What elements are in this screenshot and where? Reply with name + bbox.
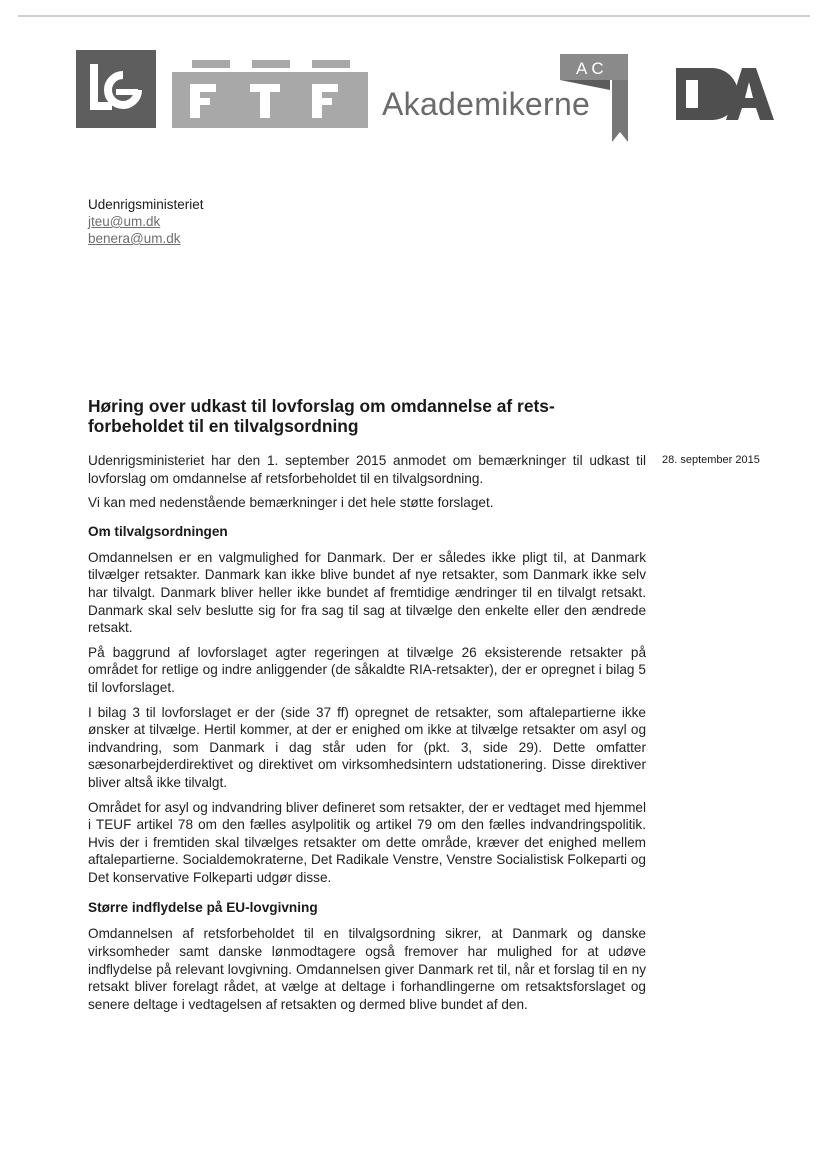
paragraph: Omdannelsen af retsforbeholdet til en tilvalgsordning sikrer, at Danmark og danske virksomheder samt danske lønmodtagere også fremover har mulighed for at udøve indflydelse på relevant lovgivning. Omdannelsen giver Danmark ret til, når et forslag til en ny retsakt bliver forelagt rådet, at vælge at deltage i forhandlingerne om retsaktsforslaget og senere deltage i vedtagelsen af retsakten og dermed blive bundet af den. (88, 926, 646, 1012)
intro-paragraph: Udenrigsministeriet har den 1. september 2015 anmodet om bemærkninger til udkast til lovforslag om omdannelse af retsforbeholdet til en tilvalgsordning. (88, 453, 646, 486)
section-heading-indflydelse: Større indflydelse på EU-lovgivning (88, 900, 318, 916)
akademikerne-wordmark: Akademikerne (382, 86, 591, 122)
section-heading-tilvalg: Om tilvalgsordningen (88, 523, 228, 539)
document-body (88, 452, 646, 1020)
da-logo (668, 62, 778, 126)
addressee-block (88, 196, 204, 247)
ac-label: AC (576, 59, 608, 78)
support-statement: Vi kan med nedenstående bemærkninger i det hele støtte forslaget. (88, 495, 494, 511)
document-title: Høring over udkast til lovforslag om omdannelse af rets-forbeholdet til en tilvalgsordning (88, 396, 555, 436)
document-date: 28. september 2015 (662, 454, 760, 466)
ac-ribbon-logo (554, 50, 650, 144)
email-link-jteu[interactable]: jteu@um.dk (88, 214, 161, 229)
lo-logo (76, 50, 156, 128)
ftf-logo (172, 58, 368, 128)
paragraph: På baggrund af lovforslaget agter regeringen at tilvælge 26 eksisterende retsakter på området for retlige og indre anliggender (de såkaldte RIA-retsakter), der er opregnet i bilag 5 til lovforslaget. (88, 644, 646, 695)
recipient-name: Udenrigsministeriet (88, 197, 204, 212)
paragraph: I bilag 3 til lovforslaget er der (side 37 ff) opregnet de retsakter, som aftalepartierne ikke ønsker at tilvælge. Hertil kommer, at der er enighed om ikke at tilvælge retsakter om asyl og indvandring, som Danmark i dag står uden for (pkt. 3, side 29). Dette omfatter sæsonarbejderdirektivet og direktivet om virksomhedsintern udstationering. Disse direktiver bliver altså ikke tilvalgt. (88, 704, 646, 790)
lo-logo-mark (76, 50, 156, 128)
paragraph: Omdannelsen er en valgmulighed for Danmark. Der er således ikke pligt til, at Danmark tilvælger retsakter. Danmark kan ikke blive bundet af nye retsakter, som Danmark ikke selv har tilvalgt. Danmark bliver heller ikke bundet af fremtidige ændringer til en tilvalgt retsakt. Danmark skal selv beslutte sig for fra sag til sag at tilvælge den enkelte eller den ændrede retsakt. (88, 549, 646, 636)
email-link-benera[interactable]: benera@um.dk (88, 231, 181, 246)
top-rule (18, 15, 810, 17)
paragraph: Området for asyl og indvandring bliver defineret som retsakter, der er vedtaget med hjemmel i TEUF artikel 78 om den fælles asylpolitik og artikel 79 om den fælles indvandringspolitik. Hvis der i fremtiden skal tilvælges retsakter om dette område, kræver det enighed mellem aftalepartierne. Socialdemokraterne, Det Radikale Venstre, Venstre Socialistisk Folkeparti og Det konservative Folkeparti udgør disse. (88, 799, 646, 885)
